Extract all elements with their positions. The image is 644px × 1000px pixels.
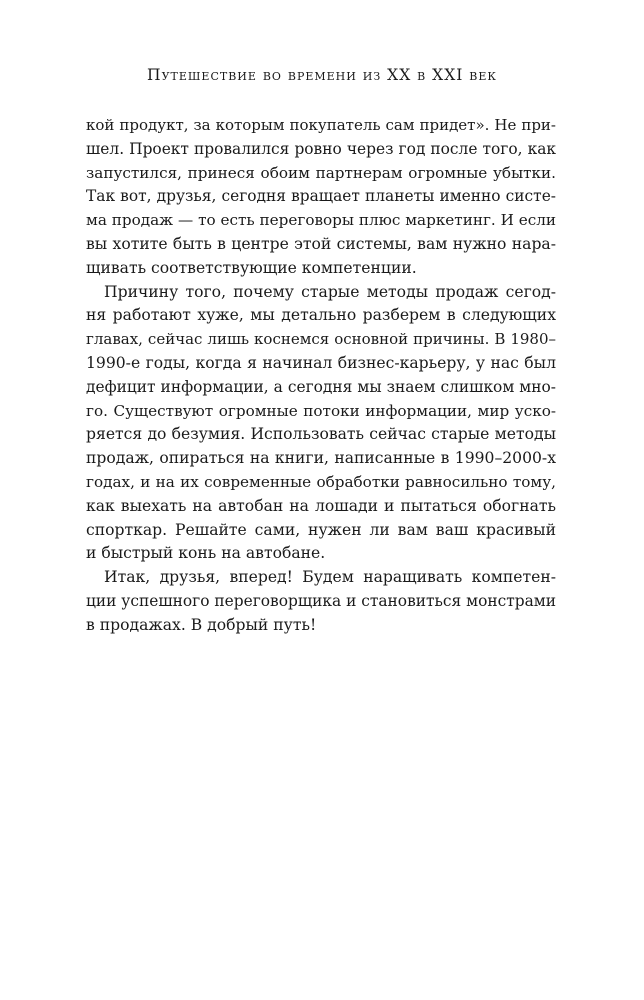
text-line: в продажах. В добрый путь!: [86, 615, 317, 634]
text-line: вы хотите быть в центре этой системы, вам нужно нара-: [86, 234, 556, 253]
text-line: ня работают хуже, мы детально разберем в следующих: [86, 306, 556, 325]
text-line: главах, сейчас лишь коснемся основной причины. В 1980–: [86, 330, 556, 349]
text-line: кой продукт, за которым покупатель сам придет». Не при-: [86, 116, 556, 134]
text-line: Причину того, почему старые методы продаж сегод-: [104, 282, 556, 301]
text-line: спорткар. Решайте сами, нужен ли вам ваш красивый: [86, 520, 556, 539]
running-header: Путешествие во времени из XX в XXI век: [147, 66, 497, 84]
text-line: годах, и на их современные обработки равносильно тому,: [86, 472, 556, 491]
text-line: Так вот, друзья, сегодня вращает планеты именно систе-: [86, 187, 556, 206]
paragraph: [86, 281, 556, 567]
text-line: го. Существуют огромные потоки информации, мир уско-: [86, 401, 556, 420]
text-line: дефицит информации, а сегодня мы знаем слишком мно-: [86, 377, 556, 396]
text-line: ции успешного переговорщика и становиться монстрами: [86, 591, 557, 610]
text-line: 1990-е годы, когда я начинал бизнес-карьеру, у нас был: [86, 353, 556, 372]
text-line: ряется до безумия. Использовать сейчас старые методы: [86, 425, 556, 444]
text-line: щивать соответствующие компетенции.: [86, 258, 417, 277]
text-line: шел. Проект провалился ровно через год после того, как: [86, 139, 556, 158]
body-text: [86, 114, 556, 638]
text-line: ма продаж — то есть переговоры плюс маркетинг. И если: [86, 211, 556, 230]
text-line: Итак, друзья, вперед! Будем наращивать компетен-: [104, 568, 556, 587]
paragraph: [86, 114, 556, 281]
paragraph: [86, 566, 556, 637]
text-line: и быстрый конь на автобане.: [86, 544, 326, 563]
text-line: продаж, опираться на книги, написанные в 1990–2000-х: [86, 449, 556, 468]
text-line: запустился, принеся обоим партнерам огромные убытки.: [86, 163, 556, 182]
text-line: как выехать на автобан на лошади и пытаться обогнать: [86, 496, 556, 515]
